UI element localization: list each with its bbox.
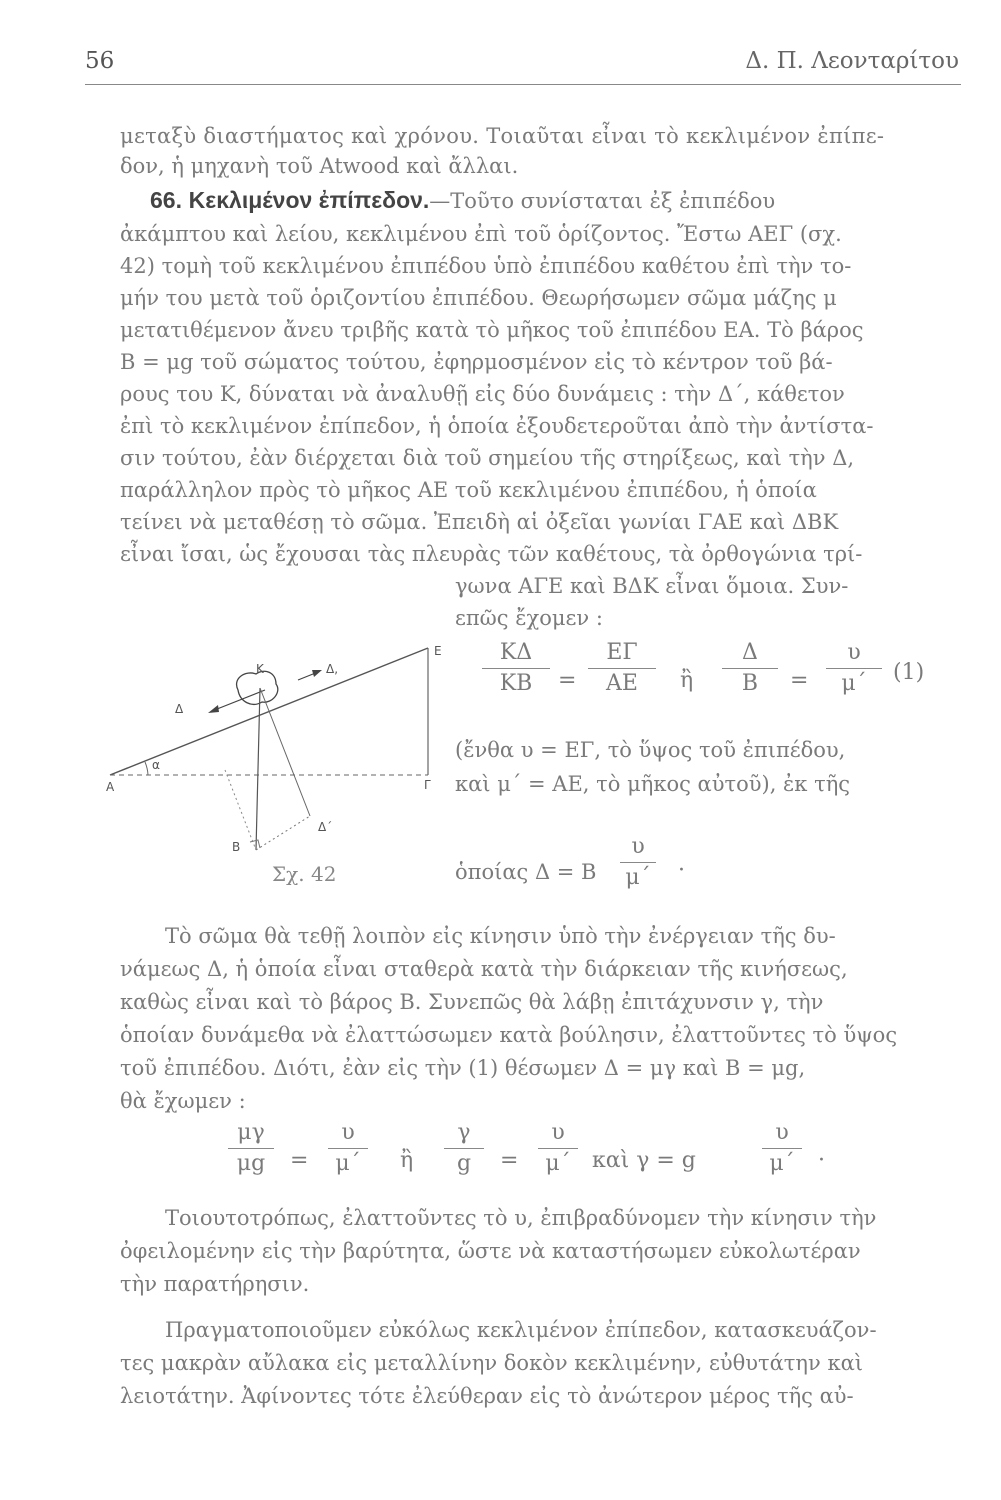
equals-sign: =	[500, 1148, 519, 1173]
text-line: γωνα ΑΓΕ καὶ ΒΔΚ εἶναι ὅμοια. Συν-	[455, 574, 849, 598]
figure-label: A	[106, 780, 115, 794]
period-dot: ·	[678, 858, 685, 883]
fraction-bar	[328, 1148, 368, 1149]
figure-label: E	[434, 644, 442, 658]
denominator: μ΄	[841, 671, 867, 696]
text-line: ὀφειλομένην εἰς τὴν βαρύτητα, ὥστε νὰ καταστήσωμεν εὐκολωτέραν	[120, 1239, 861, 1263]
equation-text: καὶ γ = g	[592, 1148, 696, 1173]
dotted-line	[256, 816, 310, 850]
numerator: υ	[551, 1120, 565, 1145]
equation-fraction	[620, 834, 656, 891]
text-span: —Τοῦτο συνίσταται ἐξ ἐπιπέδου	[429, 189, 776, 213]
fraction-bar	[228, 1148, 274, 1149]
running-title: Δ. Π. Λεονταρίτου	[745, 48, 959, 74]
text-line: ὁποίαν δυνάμεθα νὰ ἐλαττώσωμεν κατὰ βούλησιν, ἐλαττοῦντες τὸ ὕψος	[120, 1023, 898, 1047]
text-line: (ἔνθα υ = ΕΓ, τὸ ὕψος τοῦ ἐπιπέδου,	[455, 738, 846, 762]
equation-fraction	[228, 1120, 274, 1177]
or-word: ἢ	[680, 668, 694, 693]
text-line: μετατιθέμενον ἄνευ τριβῆς κατὰ τὸ μῆκος τοῦ ἐπιπέδου ΕΑ. Τὸ βάρος	[120, 318, 864, 342]
text-line: ἐπὶ τὸ κεκλιμένον ἐπίπεδον, ἡ ὁποία ἐξουδετεροῦται ἀπὸ τὴν ἀντίστα-	[120, 414, 874, 438]
figure-label: Δ,	[326, 662, 339, 676]
fraction-bar	[482, 668, 550, 669]
fraction-bar	[722, 668, 778, 669]
numerator: υ	[631, 834, 645, 859]
text-line: τοῦ ἐπιπέδου. Διότι, ἐὰν εἰς τὴν (1) θέσωμεν Δ = μγ καὶ Β = μg,	[120, 1056, 806, 1080]
text-line: ἀκάμπτου καὶ λείου, κεκλιμένου ἐπὶ τοῦ ὁρίζοντος. Ἔστω ΑΕΓ (σχ.	[120, 222, 842, 246]
fraction-bar	[588, 668, 656, 669]
text-line: επῶς ἔχομεν :	[455, 606, 603, 630]
numerator: υ	[341, 1120, 355, 1145]
text-line: δον, ἡ μηχανὴ τοῦ Atwood καὶ ἄλλαι.	[120, 154, 519, 178]
figure-caption: Σχ. 42	[272, 862, 337, 886]
weight-line	[256, 688, 260, 850]
figure-label: Δ΄	[318, 820, 333, 834]
text-line: Τὸ σῶμα θὰ τεθῇ λοιπὸν εἰς κίνησιν ὑπὸ τὴν ἐνέργειαν τῆς δυ-	[165, 924, 836, 948]
normal-line	[260, 688, 310, 816]
section-heading-line	[150, 186, 775, 215]
text-line: Πραγματοποιοῦμεν εὐκόλως κεκλιμένον ἐπίπεδον, κατασκευάζον-	[165, 1318, 877, 1342]
section-title: Κεκλιμένον ἐπίπεδον.	[188, 187, 430, 213]
text-line: καθὼς εἶναι καὶ τὸ βάρος Β. Συνεπῶς θὰ λάβῃ ἐπιτάχυνσιν γ, τὴν	[120, 990, 824, 1014]
denominator: μg	[236, 1151, 266, 1176]
right-angle-mark	[250, 840, 260, 848]
text-line: τείνει νὰ μεταθέσῃ τὸ σῶμα. Ἐπειδὴ αἱ ὀξεῖαι γωνίαι ΓΑΕ καὶ ΔΒΚ	[120, 510, 839, 534]
figure-42-diagram	[100, 640, 440, 880]
page-number: 56	[85, 48, 115, 74]
text-line: ρους του Κ, δύναται νὰ ἀναλυθῇ εἰς δύο δυνάμεις : τὴν Δ΄, κάθετον	[120, 382, 845, 406]
text-line: 42) τομὴ τοῦ κεκλιμένου ἐπιπέδου ὑπὸ ἐπιπέδου καθέτου ἐπὶ τὴν το-	[120, 254, 852, 278]
denominator: μ΄	[769, 1151, 795, 1176]
text-line: Β = μg τοῦ σώματος τούτου, ἐφηρμοσμένον εἰς τὸ κέντρον τοῦ βά-	[120, 350, 833, 374]
fraction-bar	[762, 1148, 802, 1149]
dotted-line	[225, 770, 256, 850]
arrowhead-icon	[208, 705, 219, 713]
text-line: μεταξὺ διαστήματος καὶ χρόνου. Τοιαῦται εἶναι τὸ κεκλιμένον ἐπίπε-	[120, 124, 885, 148]
denominator: g	[456, 1151, 472, 1176]
denominator: ΚΒ	[499, 671, 533, 696]
text-line: τὴν παρατήρησιν.	[120, 1272, 310, 1296]
text-line: Τοιουτοτρόπως, ἐλαττοῦντες τὸ υ, ἐπιβραδύνομεν τὴν κίνησιν τὴν	[165, 1206, 877, 1230]
equation-number: (1)	[893, 660, 925, 685]
text-line: καὶ μ΄ = ΑΕ, τὸ μῆκος αὐτοῦ), ἐκ τῆς	[455, 772, 851, 796]
equation-fraction	[762, 1120, 802, 1177]
denominator: μ΄	[625, 865, 651, 890]
equation-fraction	[722, 640, 778, 697]
numerator: ΚΔ	[499, 640, 533, 665]
fraction-bar	[538, 1148, 578, 1149]
fraction-bar	[826, 668, 882, 669]
denominator: Β	[741, 671, 759, 696]
equals-sign: =	[290, 1148, 309, 1173]
section-number: 66.	[150, 187, 182, 213]
numerator: μγ	[237, 1120, 265, 1145]
numerator: υ	[847, 640, 861, 665]
text-line: θὰ ἔχωμεν :	[120, 1089, 246, 1113]
equation-fraction	[328, 1120, 368, 1177]
figure-label: K	[256, 662, 264, 676]
angle-arc	[145, 762, 148, 775]
text-line: νάμεως Δ, ἡ ὁποία εἶναι σταθερὰ κατὰ τὴν διάρκειαν τῆς κινήσεως,	[120, 957, 848, 981]
figure-label: Δ	[175, 702, 184, 716]
header-rule	[85, 84, 961, 85]
text-line: μήν του μετὰ τοῦ ὁριζοντίου ἐπιπέδου. Θεωρήσωμεν σῶμα μάζης μ	[120, 286, 837, 310]
equation-fraction	[538, 1120, 578, 1177]
denominator: μ΄	[545, 1151, 571, 1176]
numerator: ΕΓ	[606, 640, 638, 665]
arrowhead-icon	[312, 670, 322, 677]
equation-fraction	[482, 640, 550, 697]
numerator: γ	[457, 1120, 471, 1145]
denominator: ΑΕ	[606, 671, 638, 696]
fraction-bar	[620, 862, 656, 863]
equation-fraction	[826, 640, 882, 697]
text-line: τες μακρὰν αὔλακα εἰς μεταλλίνην δοκὸν κεκλιμένην, εὐθυτάτην καὶ	[120, 1351, 863, 1375]
figure-label: Γ	[424, 778, 431, 792]
equals-sign: =	[558, 668, 577, 693]
denominator: μ΄	[335, 1151, 361, 1176]
equation-fraction	[444, 1120, 484, 1177]
text-line: λειοτάτην. Ἀφίνοντες τότε ἐλεύθεραν εἰς τὸ ἀνώτερον μέρος τῆς αὐ-	[120, 1384, 854, 1408]
equation-fraction	[588, 640, 656, 697]
numerator: υ	[775, 1120, 789, 1145]
or-word: ἢ	[400, 1148, 414, 1173]
text-line: εἶναι ἴσαι, ὡς ἔχουσαι τὰς πλευρὰς τῶν καθέτους, τὰ ὀρθογώνια τρί-	[120, 542, 863, 566]
text-line: ὁποίας Δ = Β	[455, 860, 597, 884]
numerator: Δ	[742, 640, 758, 665]
period-dot: ·	[818, 1148, 825, 1173]
equals-sign: =	[790, 668, 809, 693]
text-line: παράλληλον πρὸς τὸ μῆκος ΑΕ τοῦ κεκλιμένου ἐπιπέδου, ἡ ὁποία	[120, 478, 817, 502]
text-line: σιν τούτου, ἐὰν διέρχεται διὰ τοῦ σημείου τῆς στηρίξεως, καὶ τὴν Δ,	[120, 446, 855, 470]
fraction-bar	[444, 1148, 484, 1149]
figure-label: α	[152, 758, 160, 772]
figure-label: B	[232, 840, 241, 854]
